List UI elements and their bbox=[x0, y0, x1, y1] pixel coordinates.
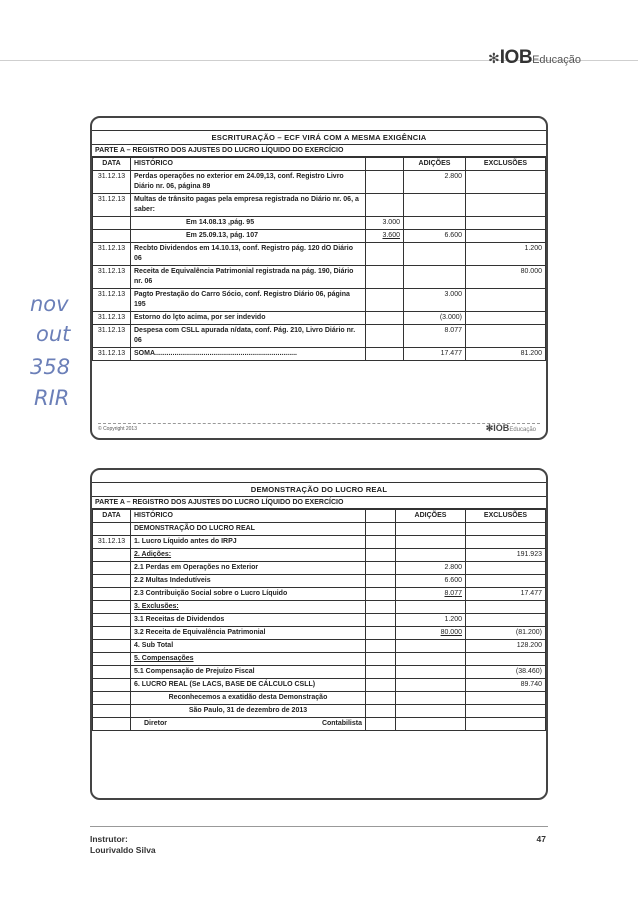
cell-add bbox=[396, 536, 466, 549]
cell-add bbox=[404, 243, 466, 266]
cell-add bbox=[396, 601, 466, 614]
cell-add bbox=[396, 718, 466, 731]
cell-add bbox=[396, 653, 466, 666]
slide2-title: DEMONSTRAÇÃO DO LUCRO REAL bbox=[92, 482, 546, 497]
cell-hist: Despesa com CSLL apurada n/data, conf. Pág. 210, Livro Diário nr. 06 bbox=[131, 325, 366, 348]
cell-exc bbox=[466, 601, 546, 614]
slide1-table bbox=[92, 157, 546, 361]
table-row bbox=[93, 325, 546, 348]
table-row bbox=[93, 171, 546, 194]
cell-exc: 17.477 bbox=[466, 588, 546, 601]
cell-exc: 191.923 bbox=[466, 549, 546, 562]
cell-exc bbox=[466, 705, 546, 718]
cell-hist-text: 4. Sub Total bbox=[134, 642, 174, 649]
cell-hist-text: 2.3 Contribuição Social sobre o Lucro Líquido bbox=[134, 590, 288, 597]
cell-add: 2.800 bbox=[396, 562, 466, 575]
table-row bbox=[93, 230, 546, 243]
handwritten-note-3: 358 bbox=[30, 355, 71, 379]
cell-date bbox=[93, 705, 131, 718]
cell-add bbox=[396, 705, 466, 718]
cell-hist bbox=[131, 575, 366, 588]
table-row bbox=[93, 653, 546, 666]
star-icon: ✻ bbox=[488, 50, 500, 66]
cell-aux bbox=[366, 171, 404, 194]
cell-hist: Recbto Dividendos em 14.10.13, conf. Registro pág. 120 dO Diário 06 bbox=[131, 243, 366, 266]
cell-hist-text: 3.1 Receitas de Dividendos bbox=[134, 616, 225, 623]
table-row bbox=[93, 348, 546, 361]
cell-date bbox=[93, 692, 131, 705]
cell-hist bbox=[131, 549, 366, 562]
cell-date bbox=[93, 523, 131, 536]
slide2-table bbox=[92, 509, 546, 731]
iob-logo: ✻IOBEducação bbox=[488, 47, 581, 68]
col-date: DATA bbox=[93, 510, 131, 523]
cell-aux bbox=[366, 601, 396, 614]
table-row bbox=[93, 536, 546, 549]
cell-add bbox=[404, 217, 466, 230]
col-hist: HISTÓRICO bbox=[131, 510, 366, 523]
cell-exc bbox=[466, 523, 546, 536]
table-row bbox=[93, 679, 546, 692]
cell-date bbox=[93, 575, 131, 588]
cell-hist-text: 5. Compensações bbox=[134, 655, 194, 662]
cell-add bbox=[396, 692, 466, 705]
cell-exc: (81.200) bbox=[466, 627, 546, 640]
cell-aux bbox=[366, 562, 396, 575]
cell-exc: 89.740 bbox=[466, 679, 546, 692]
cell-aux bbox=[366, 289, 404, 312]
cell-exc bbox=[466, 289, 546, 312]
cell-date bbox=[93, 627, 131, 640]
cell-add bbox=[404, 266, 466, 289]
cell-exc bbox=[466, 718, 546, 731]
footer-rule bbox=[90, 826, 548, 827]
cell-hist-text: São Paulo, 31 de dezembro de 2013 bbox=[188, 707, 308, 714]
cell-exc bbox=[466, 536, 546, 549]
cell-aux bbox=[366, 266, 404, 289]
col-add: ADIÇÕES bbox=[404, 158, 466, 171]
table-row bbox=[93, 614, 546, 627]
cell-aux bbox=[366, 348, 404, 361]
col-hist: HISTÓRICO bbox=[131, 158, 366, 171]
table-row bbox=[93, 666, 546, 679]
cell-exc: 128.200 bbox=[466, 640, 546, 653]
cell-hist: Pagto Prestação do Carro Sócio, conf. Registro Diário 06, página 195 bbox=[131, 289, 366, 312]
cell-exc bbox=[466, 653, 546, 666]
cell-aux bbox=[366, 666, 396, 679]
col-exc: EXCLUSÕES bbox=[466, 158, 546, 171]
cell-add bbox=[396, 679, 466, 692]
footer-divider bbox=[98, 423, 540, 424]
table-row bbox=[93, 640, 546, 653]
cell-aux bbox=[366, 705, 396, 718]
cell-hist bbox=[131, 588, 366, 601]
instructor-label: Instrutor: bbox=[90, 834, 128, 844]
cell-aux: 3.600 bbox=[366, 230, 404, 243]
cell-exc: 81.200 bbox=[466, 348, 546, 361]
table-row bbox=[93, 705, 546, 718]
cell-exc bbox=[466, 562, 546, 575]
cell-hist-text: 1. Lucro Líquido antes do IRPJ bbox=[134, 538, 237, 545]
table-header-row bbox=[93, 158, 546, 171]
cell-hist bbox=[131, 614, 366, 627]
table-row bbox=[93, 627, 546, 640]
col-add: ADIÇÕES bbox=[396, 510, 466, 523]
cell-hist-text: 6. LUCRO REAL (Se LACS, BASE DE CÁLCULO CSLL) bbox=[134, 681, 316, 688]
cell-hist-text: DEMONSTRAÇÃO DO LUCRO REAL bbox=[134, 525, 255, 532]
cell-hist bbox=[131, 692, 366, 705]
cell-date bbox=[93, 718, 131, 731]
cell-add bbox=[404, 194, 466, 217]
cell-exc bbox=[466, 217, 546, 230]
cell-exc bbox=[466, 614, 546, 627]
star-icon: ✻ bbox=[485, 423, 494, 433]
cell-date: 31.12.13 bbox=[93, 266, 131, 289]
cell-add bbox=[396, 640, 466, 653]
instructor-name: Lourivaldo Silva bbox=[90, 845, 156, 855]
table-row bbox=[93, 217, 546, 230]
cell-hist bbox=[131, 601, 366, 614]
cell-add: 80.000 bbox=[396, 627, 466, 640]
cell-aux bbox=[366, 588, 396, 601]
cell-aux bbox=[366, 549, 396, 562]
cell-hist: Multas de trânsito pagas pela empresa registrada no Diário nr. 06, a saber: bbox=[131, 194, 366, 217]
cell-hist-text: 5.1 Compensação de Prejuízo Fiscal bbox=[134, 668, 255, 675]
cell-date: 31.12.13 bbox=[93, 348, 131, 361]
cell-hist bbox=[131, 666, 366, 679]
cell-exc: (38.460) bbox=[466, 666, 546, 679]
table-row bbox=[93, 692, 546, 705]
cell-hist bbox=[131, 562, 366, 575]
cell-aux bbox=[366, 536, 396, 549]
cell-aux bbox=[366, 194, 404, 217]
signature-cell bbox=[131, 718, 366, 731]
table-row bbox=[93, 266, 546, 289]
cell-aux bbox=[366, 575, 396, 588]
table-row bbox=[93, 562, 546, 575]
cell-date bbox=[93, 549, 131, 562]
cell-aux bbox=[366, 243, 404, 266]
cell-exc bbox=[466, 194, 546, 217]
cell-aux bbox=[366, 325, 404, 348]
iob-logo-small: ✻IOBEducação bbox=[485, 423, 536, 433]
cell-add bbox=[396, 549, 466, 562]
cell-hist-text: 2.1 Perdas em Operações no Exterior bbox=[134, 564, 259, 571]
table-row bbox=[93, 243, 546, 266]
cell-date: 31.12.13 bbox=[93, 171, 131, 194]
cell-exc bbox=[466, 171, 546, 194]
cell-add: 8.077 bbox=[396, 588, 466, 601]
cell-hist bbox=[131, 627, 366, 640]
cell-hist: Perdas operações no exterior em 24.09,13, conf. Registro Livro Diário nr. 06, página 89 bbox=[131, 171, 366, 194]
cell-aux bbox=[366, 653, 396, 666]
col-exc: EXCLUSÕES bbox=[466, 510, 546, 523]
cell-date bbox=[93, 562, 131, 575]
table-header-row bbox=[93, 510, 546, 523]
page-number: 47 bbox=[536, 834, 546, 844]
cell-add: 3.000 bbox=[404, 289, 466, 312]
cell-aux bbox=[366, 718, 396, 731]
cell-aux bbox=[366, 679, 396, 692]
cell-exc: 1.200 bbox=[466, 243, 546, 266]
cell-add bbox=[396, 666, 466, 679]
cell-date: 31.12.13 bbox=[93, 312, 131, 325]
cell-hist: Em 14.08.13 ,pág. 95 bbox=[131, 217, 366, 230]
cell-exc bbox=[466, 575, 546, 588]
cell-add: 1.200 bbox=[396, 614, 466, 627]
cell-aux bbox=[366, 523, 396, 536]
cell-hist bbox=[131, 705, 366, 718]
cell-add: 6.600 bbox=[404, 230, 466, 243]
handwritten-note-2: out bbox=[36, 322, 71, 346]
cell-hist-text: Reconhecemos a exatidão desta Demonstração bbox=[168, 694, 328, 701]
cell-aux bbox=[366, 640, 396, 653]
cell-aux bbox=[366, 627, 396, 640]
col-aux bbox=[366, 510, 396, 523]
cell-date bbox=[93, 653, 131, 666]
cell-aux: 3.000 bbox=[366, 217, 404, 230]
cell-add: (3.000) bbox=[404, 312, 466, 325]
table-row bbox=[93, 289, 546, 312]
cell-add: 17.477 bbox=[404, 348, 466, 361]
cell-hist: Receita de Equivalência Patrimonial registrada na pág. 190, Diário nr. 06 bbox=[131, 266, 366, 289]
sign-accountant: Contabilista bbox=[321, 720, 362, 727]
cell-add: 6.600 bbox=[396, 575, 466, 588]
cell-date: 31.12.13 bbox=[93, 289, 131, 312]
sign-director: Diretor bbox=[144, 720, 167, 727]
cell-hist: Estorno do lçto acima, por ser indevido bbox=[131, 312, 366, 325]
cell-date bbox=[93, 614, 131, 627]
table-row bbox=[93, 312, 546, 325]
cell-date bbox=[93, 679, 131, 692]
table-row bbox=[93, 588, 546, 601]
cell-hist bbox=[131, 679, 366, 692]
cell-aux bbox=[366, 692, 396, 705]
cell-date bbox=[93, 666, 131, 679]
handwritten-note-4: RIR bbox=[34, 386, 70, 410]
cell-exc bbox=[466, 325, 546, 348]
cell-hist: Em 25.09.13, pág. 107 bbox=[131, 230, 366, 243]
table-row bbox=[93, 601, 546, 614]
cell-aux bbox=[366, 312, 404, 325]
col-aux bbox=[366, 158, 404, 171]
cell-date bbox=[93, 640, 131, 653]
cell-exc bbox=[466, 230, 546, 243]
cell-date: 31.12.13 bbox=[93, 243, 131, 266]
signature-row bbox=[93, 718, 546, 731]
cell-hist bbox=[131, 536, 366, 549]
copyright: © Copyright 2013 bbox=[98, 426, 137, 432]
cell-aux bbox=[366, 614, 396, 627]
cell-date bbox=[93, 588, 131, 601]
cell-hist-text: 2.2 Multas Indedutíveis bbox=[134, 577, 211, 584]
col-date: DATA bbox=[93, 158, 131, 171]
cell-hist-text: 3. Exclusões: bbox=[134, 603, 179, 610]
cell-add: 8.077 bbox=[404, 325, 466, 348]
cell-date bbox=[93, 217, 131, 230]
cell-hist: SOMA......................................................................... bbox=[131, 348, 366, 361]
instructor bbox=[90, 834, 156, 856]
cell-hist bbox=[131, 640, 366, 653]
slide2-part: PARTE A – REGISTRO DOS AJUSTES DO LUCRO LÍQUIDO DO EXERCÍCIO bbox=[92, 497, 546, 509]
cell-add: 2.800 bbox=[404, 171, 466, 194]
table-row bbox=[93, 575, 546, 588]
cell-date: 31.12.13 bbox=[93, 194, 131, 217]
cell-hist bbox=[131, 523, 366, 536]
cell-date bbox=[93, 601, 131, 614]
table-row bbox=[93, 194, 546, 217]
cell-hist-text: 3.2 Receita de Equivalência Patrimonial bbox=[134, 629, 266, 636]
cell-exc: 80.000 bbox=[466, 266, 546, 289]
table-row bbox=[93, 549, 546, 562]
table-row bbox=[93, 523, 546, 536]
handwritten-note-1: nov bbox=[30, 292, 69, 316]
cell-date: 31.12.13 bbox=[93, 325, 131, 348]
cell-hist-text: 2. Adições: bbox=[134, 551, 172, 558]
slide-escrituracao bbox=[90, 116, 548, 440]
slide1-title: ESCRITURAÇÃO – ECF VIRÁ COM A MESMA EXIGÊNCIA bbox=[92, 130, 546, 145]
slide-demonstracao bbox=[90, 468, 548, 800]
cell-add bbox=[396, 523, 466, 536]
slide1-part: PARTE A – REGISTRO DOS AJUSTES DO LUCRO LÍQUIDO DO EXERCÍCIO bbox=[92, 145, 546, 157]
cell-hist bbox=[131, 653, 366, 666]
cell-date: 31.12.13 bbox=[93, 536, 131, 549]
cell-exc bbox=[466, 312, 546, 325]
cell-date bbox=[93, 230, 131, 243]
cell-exc bbox=[466, 692, 546, 705]
